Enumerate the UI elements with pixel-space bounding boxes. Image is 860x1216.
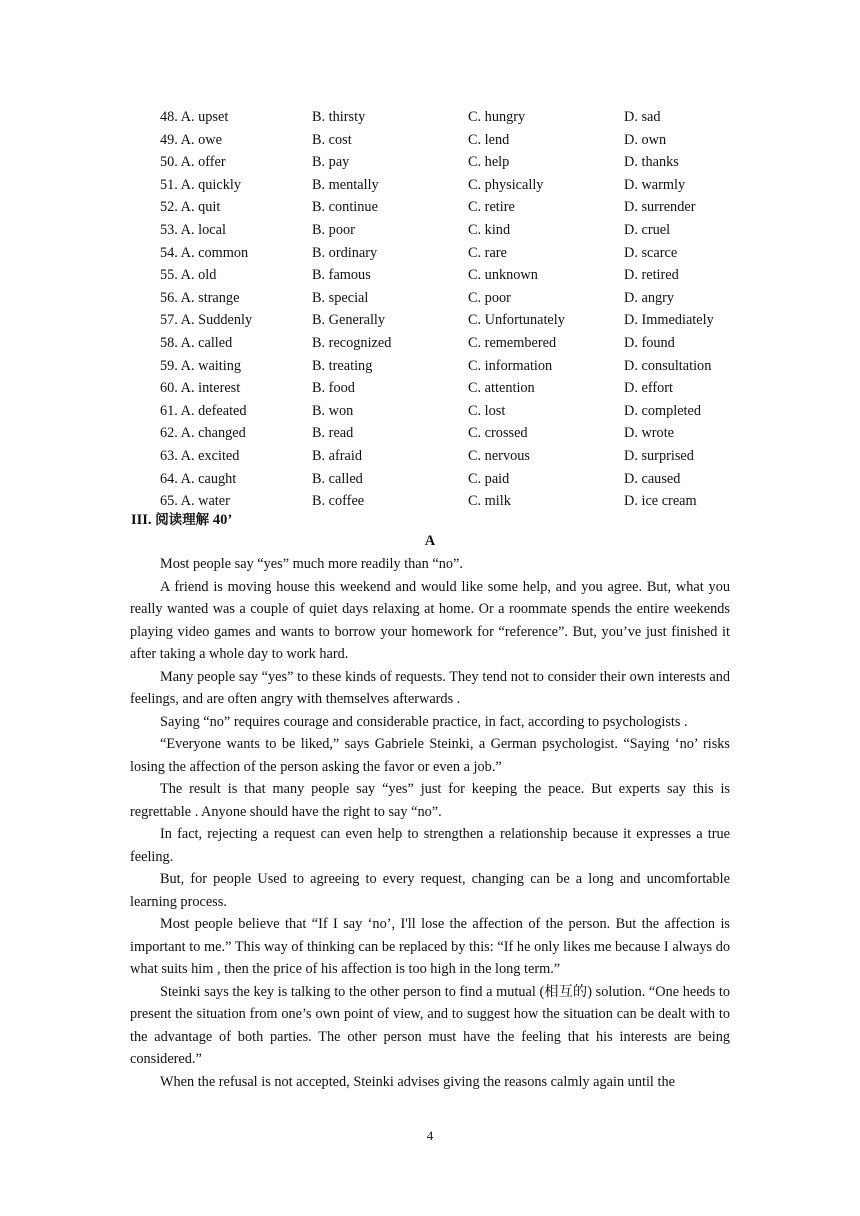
option-choice: B. cost bbox=[312, 131, 352, 148]
option-choice: B. famous bbox=[312, 267, 371, 284]
option-choice: D. retired bbox=[624, 267, 679, 284]
option-choice: 63. A. excited bbox=[160, 447, 240, 464]
option-choice: 52. A. quit bbox=[160, 199, 221, 216]
option-choice: B. ordinary bbox=[312, 244, 378, 261]
option-choice: C. lost bbox=[468, 402, 506, 419]
option-choice: D. effort bbox=[624, 380, 673, 397]
option-choice: D. ice cream bbox=[624, 493, 697, 510]
paragraph: A friend is moving house this weekend and would like some help, and you agree. But, what you really wanted was a couple of quiet days relaxing at home. Or a roommate spends the entire weekends playing video games and wants to borrow your homework for “reference”. But, you’ve just finished it after taking a whole day to work hard. bbox=[130, 578, 730, 662]
cloze-options bbox=[0, 106, 860, 513]
option-choice: 62. A. changed bbox=[160, 425, 246, 442]
option-choice: C. paid bbox=[468, 470, 510, 487]
option-row bbox=[0, 151, 860, 174]
option-choice: D. sad bbox=[624, 109, 661, 125]
option-choice: 48. A. upset bbox=[160, 109, 229, 125]
option-row bbox=[0, 129, 860, 152]
option-choice: C. milk bbox=[468, 493, 511, 510]
option-choice: D. warmly bbox=[624, 176, 686, 193]
option-choice: B. recognized bbox=[312, 334, 392, 351]
option-choice: D. caused bbox=[624, 470, 681, 487]
option-choice: 51. A. quickly bbox=[160, 176, 242, 193]
option-choice: D. found bbox=[624, 334, 675, 351]
option-choice: B. afraid bbox=[312, 447, 363, 464]
option-row bbox=[0, 106, 860, 129]
option-choice: C. crossed bbox=[468, 425, 528, 442]
option-row bbox=[0, 332, 860, 355]
option-choice: 65. A. water bbox=[160, 493, 230, 510]
option-choice: 61. A. defeated bbox=[160, 402, 247, 419]
option-choice: D. consultation bbox=[624, 357, 712, 374]
option-choice: 56. A. strange bbox=[160, 289, 240, 306]
option-choice: 59. A. waiting bbox=[160, 357, 242, 374]
passage-label: A bbox=[424, 533, 436, 549]
option-choice: B. poor bbox=[312, 221, 355, 238]
paragraph: Most people say “yes” much more readily than “no”. bbox=[160, 556, 463, 572]
option-row bbox=[0, 196, 860, 219]
option-choice: C. remembered bbox=[468, 334, 557, 351]
option-choice: 64. A. caught bbox=[160, 470, 237, 487]
paragraph: The result is that many people say “yes” just for keeping the peace. But experts say this is regrettable . Anyone should have the right to say “no”. bbox=[130, 781, 730, 820]
option-choice: 49. A. owe bbox=[160, 131, 222, 148]
option-choice: 54. A. common bbox=[160, 244, 249, 261]
option-choice: D. cruel bbox=[624, 221, 671, 238]
paragraph: When the refusal is not accepted, Steinki advises giving the reasons calmly again until the bbox=[160, 1073, 675, 1090]
option-choice: D. own bbox=[624, 131, 667, 148]
option-choice: C. information bbox=[468, 357, 553, 374]
option-row bbox=[0, 264, 860, 287]
option-choice: 50. A. offer bbox=[160, 154, 226, 171]
section-points: 40’ bbox=[212, 512, 233, 528]
section-heading bbox=[131, 508, 232, 529]
option-row bbox=[0, 422, 860, 445]
option-choice: C. unknown bbox=[468, 267, 538, 284]
option-choice: C. kind bbox=[468, 221, 511, 238]
paragraph: But, for people Used to agreeing to every request, changing can be a long and uncomfortable learning process. bbox=[130, 871, 730, 910]
option-choice: B. Generally bbox=[312, 312, 386, 329]
option-choice: C. physically bbox=[468, 176, 544, 193]
option-row bbox=[0, 355, 860, 378]
option-row bbox=[0, 445, 860, 468]
option-choice: 58. A. called bbox=[160, 334, 233, 351]
option-choice: D. surprised bbox=[624, 447, 694, 464]
passage-text bbox=[130, 553, 730, 1093]
option-row bbox=[0, 174, 860, 197]
paragraph: Steinki says the key is talking to the other person to find a mutual (相互的) solution. “One heeds to present the situation from one’s own point of view, and to suggest how the situation can be dealt with to the advantage of both parties. The other person must have the feeling that his interests are being considered.” bbox=[130, 983, 730, 1067]
option-choice: B. won bbox=[312, 402, 354, 419]
option-choice: B. food bbox=[312, 380, 355, 397]
option-row bbox=[0, 400, 860, 423]
option-choice: C. nervous bbox=[468, 447, 530, 464]
option-choice: B. pay bbox=[312, 154, 350, 171]
option-choice: 55. A. old bbox=[160, 267, 217, 284]
option-choice: D. Immediately bbox=[624, 312, 714, 329]
paragraph: Saying “no” requires courage and considerable practice, in fact, according to psychologists . bbox=[160, 713, 688, 730]
option-choice: C. Unfortunately bbox=[468, 312, 565, 329]
paragraph: “Everyone wants to be liked,” says Gabriele Steinki, a German psychologist. “Saying ‘no’ risks losing the affection of the person asking the favor or even a job.” bbox=[130, 736, 730, 775]
option-row bbox=[0, 468, 860, 491]
option-choice: B. called bbox=[312, 470, 363, 487]
option-choice: C. attention bbox=[468, 380, 535, 397]
section-roman: III. bbox=[131, 512, 152, 528]
option-row bbox=[0, 309, 860, 332]
option-choice: C. retire bbox=[468, 199, 515, 216]
option-choice: D. completed bbox=[624, 402, 702, 419]
option-choice: B. coffee bbox=[312, 493, 365, 510]
option-choice: 60. A. interest bbox=[160, 380, 241, 397]
option-choice: C. poor bbox=[468, 289, 511, 306]
option-choice: B. mentally bbox=[312, 176, 379, 193]
option-choice: 57. A. Suddenly bbox=[160, 312, 253, 329]
option-row bbox=[0, 242, 860, 265]
option-choice: D. wrote bbox=[624, 425, 675, 442]
option-choice: C. help bbox=[468, 154, 510, 171]
option-choice: D. angry bbox=[624, 289, 675, 306]
option-choice: D. surrender bbox=[624, 199, 696, 216]
option-choice: B. treating bbox=[312, 357, 373, 374]
option-choice: D. thanks bbox=[624, 154, 679, 171]
option-row bbox=[0, 287, 860, 310]
option-choice: B. continue bbox=[312, 199, 378, 216]
option-choice: B. read bbox=[312, 425, 354, 442]
section-title: 阅读理解 bbox=[155, 512, 210, 528]
page-number: 4 bbox=[426, 1128, 434, 1143]
option-choice: B. thirsty bbox=[312, 109, 366, 125]
option-choice: C. hungry bbox=[468, 109, 526, 125]
option-choice: C. lend bbox=[468, 131, 510, 148]
option-choice: D. scarce bbox=[624, 244, 678, 261]
option-choice: 53. A. local bbox=[160, 221, 226, 238]
option-row bbox=[0, 219, 860, 242]
option-choice: C. rare bbox=[468, 244, 507, 261]
paragraph: Most people believe that “If I say ‘no’, I'll lose the affection of the person. But the affection is important to me.” This way of thinking can be replaced by this: “If he only likes me because I always do what suits him , then the price of his affection is too high in the long term.” bbox=[130, 916, 730, 977]
option-choice: B. special bbox=[312, 289, 369, 306]
paragraph: Many people say “yes” to these kinds of requests. They tend not to consider their own interests and feelings, and are often angry with themselves afterwards . bbox=[130, 668, 730, 707]
paragraph: In fact, rejecting a request can even help to strengthen a relationship because it expresses a true feeling. bbox=[130, 826, 730, 865]
option-row bbox=[0, 377, 860, 400]
option-row bbox=[0, 490, 860, 513]
